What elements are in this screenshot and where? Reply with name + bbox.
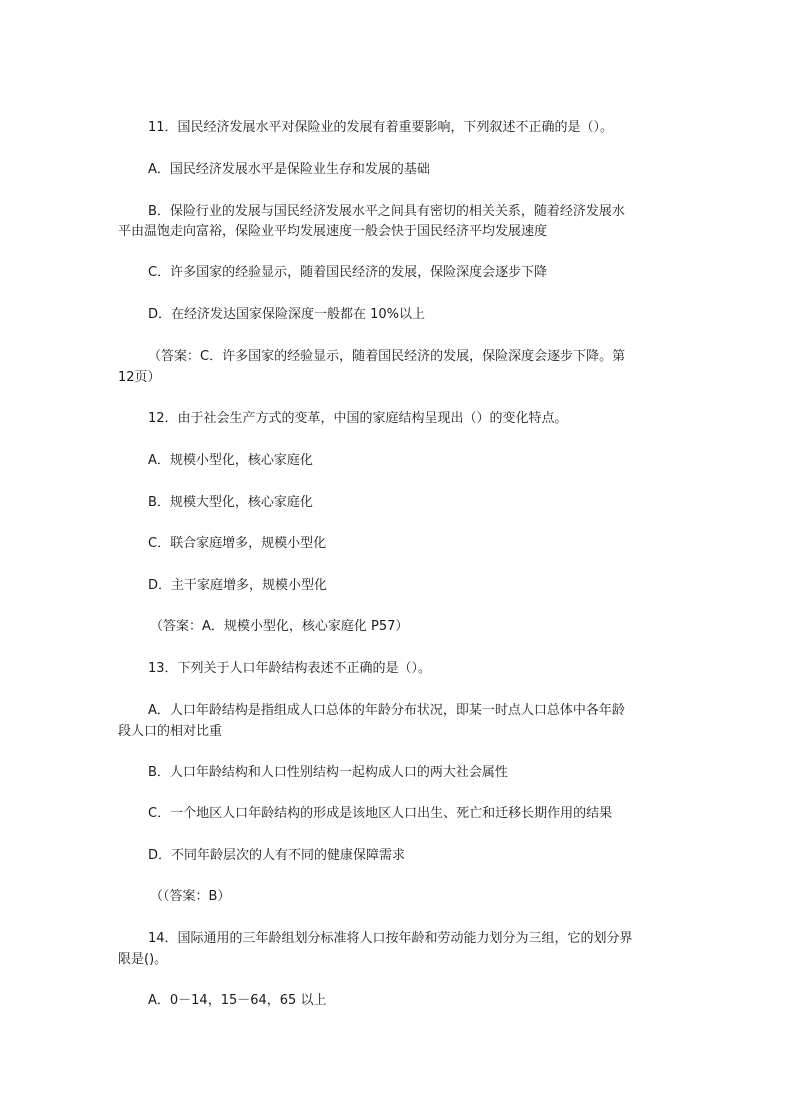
question-11-option-a: A．国民经济发展水平是保险业生存和发展的基础 [148, 162, 430, 177]
question-14-stem-line2: 限是()。 [118, 952, 168, 967]
question-12-option-a: A．规模小型化，核心家庭化 [148, 453, 313, 468]
question-13-answer: （（答案：B） [150, 889, 231, 904]
question-11-answer-line1: （答案：C．许多国家的经验显示，随着国民经济的发展，保险深度会逐步下降。第 [148, 349, 626, 364]
question-11-stem: 11．国民经济发展水平对保险业的发展有着重要影响，下列叙述不正确的是（）。 [148, 120, 614, 135]
question-13-option-b: B．人口年龄结构和人口性别结构一起构成人口的两大社会属性 [148, 765, 508, 780]
question-14-option-a: A．0－14，15－64，65 以上 [148, 993, 327, 1008]
question-13-option-a-line2: 段人口的相对比重 [118, 724, 223, 739]
question-12-answer: （答案：A．规模小型化，核心家庭化 P57） [150, 619, 409, 634]
question-11-option-d: D．在经济发达国家保险深度一般都在 10%以上 [148, 307, 426, 322]
question-13-stem: 13．下列关于人口年龄结构表述不正确的是（）。 [148, 661, 432, 676]
question-12-stem: 12．由于社会生产方式的变革，中国的家庭结构呈现出（）的变化特点。 [148, 411, 568, 426]
question-13-option-c: C．一个地区人口年龄结构的形成是该地区人口出生、死亡和迁移长期作用的结果 [148, 806, 613, 821]
question-14-stem-line1: 14．国际通用的三年龄组划分标准将人口按年龄和劳动能力划分为三组，它的划分界 [148, 931, 633, 946]
question-13-option-d: D．不同年龄层次的人有不同的健康保障需求 [148, 848, 406, 863]
question-12-option-b: B．规模大型化，核心家庭化 [148, 495, 313, 510]
question-11-answer-line2: 12页） [118, 370, 161, 385]
question-12-option-d: D．主干家庭增多，规模小型化 [148, 578, 328, 593]
question-11-option-b-line2: 平由温饱走向富裕，保险业平均发展速度一般会快于国民经济平均发展速度 [118, 224, 548, 239]
question-13-option-a-line1: A．人口年龄结构是指组成人口总体的年龄分布状况，即某一时点人口总体中各年龄 [148, 703, 625, 718]
question-11-option-b-line1: B．保险行业的发展与国民经济发展水平之间具有密切的相关关系，随着经济发展水 [148, 204, 625, 219]
question-11-option-c: C．许多国家的经验显示，随着国民经济的发展，保险深度会逐步下降 [148, 265, 548, 280]
question-12-option-c: C．联合家庭增多，规模小型化 [148, 536, 327, 551]
